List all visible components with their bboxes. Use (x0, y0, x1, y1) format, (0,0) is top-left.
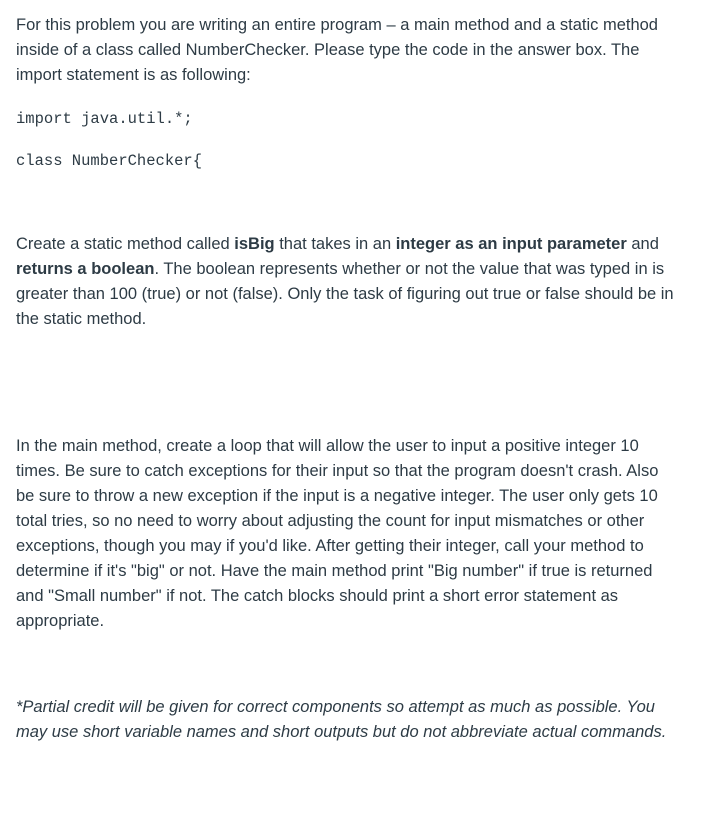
static-method-text-4: . The boolean represents whether or not the value that was typed in is greater than 100 (true) or not (false). Only the task of figuring out true or false should be in the static method. (16, 260, 674, 328)
static-method-text-1: Create a static method called (16, 235, 235, 253)
partial-credit-note: *Partial credit will be given for correct components so attempt as much as possible. You may use short variable names and short outputs but do not abbreviate actual commands. (16, 698, 667, 741)
static-method-paragraph (16, 232, 676, 332)
class-declaration: class NumberChecker{ (16, 152, 203, 170)
static-method-text-3: and (626, 235, 659, 253)
main-method-paragraph: In the main method, create a loop that will allow the user to input a positive integer 10 times. Be sure to catch exceptions for their input so that the program doesn't crash. Also be sure to throw a new exception if the input is a negative integer. The user only gets 10 total tries, so no need to worry about adjusting the count for input mismatches or other exceptions, though you may if you'd like. After getting their integer, call your method to determine if it's "big" or not. Have the main method print "Big number" if true is returned and "Small number" if not. The catch blocks should print a short error statement as appropriate. (16, 437, 659, 630)
input-parameter-bold: integer as an input parameter (395, 235, 627, 253)
method-name-bold: isBig (234, 235, 275, 253)
returns-boolean-bold: returns a boolean (16, 260, 155, 278)
import-statement: import java.util.*; (16, 110, 193, 128)
static-method-text-2: that takes in an (274, 235, 396, 253)
intro-paragraph: For this problem you are writing an entire program – a main method and a static method inside of a class called NumberChecker. Please type the code in the answer box. The import statement is as following: (16, 16, 658, 84)
